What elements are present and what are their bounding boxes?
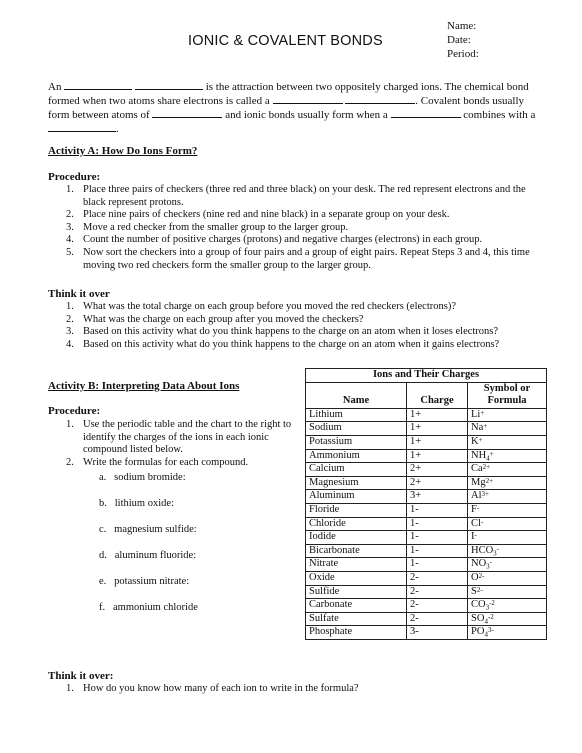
ion-symbol-superscript: -2 [489,599,495,608]
activity-b-title [48,380,239,392]
intro-text-4: and ionic bonds usually form when a [225,109,388,121]
ion-symbol-base: I [471,531,475,543]
ion-symbol-superscript: 2- [478,571,485,580]
list-item [66,222,544,235]
ion-name-cell: Potassium [306,435,407,449]
ion-charge-cell: 2- [407,571,468,585]
compound-letter: d. [99,550,107,561]
step-text: Place three pairs of checkers (three red and three black) on your desk. The red represent electrons and the black represent protons. [83,184,526,208]
ion-symbol-base: S [471,585,477,597]
ion-charge-cell: 1+ [407,408,468,422]
ion-symbol-superscript: + [478,435,483,444]
ion-symbol-superscript: + [489,449,494,458]
compound-a [99,472,186,483]
question-number: 4. [66,338,74,350]
compound-text: potassium nitrate: [114,576,190,587]
list-item [66,457,302,470]
step-number: 2. [66,456,74,468]
ion-charge-cell: 1+ [407,435,468,449]
ion-symbol-cell [468,626,547,640]
blank-field-7[interactable] [48,122,116,132]
ion-symbol-base: SO [471,612,485,624]
table-row [306,585,547,599]
ion-symbol-base: Mg [471,476,486,488]
table-row [306,463,547,477]
ion-charge-cell: 1- [407,517,468,531]
ion-symbol-superscript: - [489,558,493,567]
ion-symbol-cell [468,517,547,531]
step-text: Count the number of positive charges (protons) and negative charges (electrons) in each group. [83,234,483,246]
table-row [306,571,547,585]
step-number: 1. [66,419,74,430]
name-label: Name: [447,20,477,32]
compound-letter: f. [99,602,106,613]
ions-table [305,368,547,640]
ion-name-cell: Ammonium [306,449,407,463]
activity-a-questions [66,301,544,351]
list-item [66,301,544,314]
col-symbol-header-line2: Formula [487,395,527,407]
table-row [306,476,547,490]
ion-charge-cell: 3+ [407,490,468,504]
question-number: 1. [66,301,74,312]
intro-text-5: combines with a [463,109,536,121]
ion-symbol-subscript: 3 [486,562,490,571]
ion-symbol-superscript: - [480,517,484,526]
ion-symbol-base: Ca [471,463,483,475]
period-label: Period: [447,48,479,60]
ion-charge-cell: 2- [407,612,468,626]
intro-paragraph [48,80,540,136]
ion-symbol-superscript: - [474,531,477,540]
ion-name-cell: Nitrate [306,558,407,572]
table-row [306,544,547,558]
ion-symbol-cell [468,612,547,626]
ion-symbol-cell [468,544,547,558]
table-row [306,599,547,613]
blank-field-6[interactable] [391,108,461,118]
activity-a-think-label: Think it over [48,288,110,300]
intro-text-3: . Covalent bonds usually form between atoms of [48,95,525,121]
question-text: Based on this activity what do you think happens to the charge on an atom when it gains electrons? [83,338,500,350]
step-number: 1. [66,184,74,195]
table-row [306,531,547,545]
intro-text-2: is the attraction between two oppositely charged ions. The chemical bond formed when two atoms share electrons is called a [48,81,529,107]
question-text: What was the charge on each group after you moved the checkers? [83,313,364,325]
table-row [306,408,547,422]
compound-f [99,602,198,613]
ion-symbol-superscript: - [496,544,500,553]
question-number: 3. [66,326,74,338]
ion-symbol-cell [468,585,547,599]
activity-a-steps [66,184,544,272]
ion-symbol-cell [468,435,547,449]
table-row [306,449,547,463]
list-item [66,247,544,272]
question-text: How do you know how many of each ion to write in the formula? [83,683,359,694]
date-label: Date: [447,34,471,46]
intro-text-6: . [116,123,119,135]
compound-letter: e. [99,576,107,587]
table-row [306,626,547,640]
blank-field-3[interactable] [273,94,343,104]
ion-name-cell: Aluminum [306,490,407,504]
ion-symbol-superscript: 2- [476,585,483,594]
ion-symbol-superscript: 3+ [481,490,489,499]
ion-symbol-subscript: 4 [484,630,488,639]
blank-field-2[interactable] [135,80,203,90]
blank-field-1[interactable] [64,80,132,90]
ion-charge-cell: 2+ [407,476,468,490]
ion-symbol-superscript: -2 [487,612,494,621]
ion-charge-cell: 3- [407,626,468,640]
ion-symbol-superscript: - [476,503,480,512]
table-row [306,490,547,504]
ion-symbol-superscript: 3- [487,626,494,635]
ion-symbol-superscript: 2+ [482,463,491,472]
ion-name-cell: Sulfate [306,612,407,626]
list-item [66,314,544,327]
ion-symbol-subscript: 4 [486,454,490,463]
ion-symbol-base: CO [471,599,486,611]
ion-symbol-base: PO [471,626,485,638]
col-symbol-header-line1: Symbol or [483,382,531,394]
col-charge-header: Charge [407,382,468,408]
compound-letter: b. [99,498,107,509]
question-number: 2. [66,313,74,325]
ion-charge-cell: 1- [407,558,468,572]
col-symbol-header [468,382,547,408]
ion-name-cell: Carbonate [306,599,407,613]
ion-name-cell: Floride [306,503,407,517]
compound-text: ammonium chloride [113,602,198,613]
ion-symbol-subscript: 3 [485,603,490,612]
ion-charge-cell: 1- [407,544,468,558]
intro-text-1: An [48,81,62,93]
ion-symbol-base: K [471,435,479,447]
table-row [306,435,547,449]
compound-b [99,498,174,509]
ion-symbol-cell [468,463,547,477]
ion-symbol-base: HCO [471,544,494,556]
ion-name-cell: Oxide [306,571,407,585]
ion-symbol-base: Na [471,422,484,434]
compound-text: sodium bromide: [114,472,186,483]
ion-symbol-base: Li [471,408,481,420]
activity-b-procedure-label: Procedure: [48,405,101,417]
question-text: Based on this activity what do you think happens to the charge on an atom when it loses electrons? [83,326,499,338]
table-row [306,503,547,517]
step-text: Place nine pairs of checkers (nine red and nine black) in a separate group on your desk. [83,209,450,221]
ion-symbol-superscript: + [480,408,485,417]
activity-a-title: Activity A: How Do Ions Form? [48,145,198,157]
activity-a-procedure-label: Procedure: [48,171,101,183]
step-number: 3. [66,221,74,233]
list-item [66,184,544,209]
ion-symbol-subscript: 4 [484,617,488,626]
ion-symbol-cell [468,503,547,517]
ion-symbol-base: NO [471,558,487,570]
blank-field-5[interactable] [152,108,222,118]
compound-text: aluminum fluoride: [114,550,197,561]
ion-symbol-cell [468,531,547,545]
compound-e [99,576,189,587]
ion-symbol-cell [468,558,547,572]
ion-symbol-base: O [471,571,479,583]
ion-name-cell: Sulfide [306,585,407,599]
ion-symbol-superscript: 2+ [485,476,494,485]
ion-symbol-base: NH [471,449,487,461]
ion-symbol-superscript: + [483,422,488,431]
list-item [66,209,544,222]
ion-charge-cell: 1+ [407,422,468,436]
list-item [66,234,544,247]
activity-b-steps [66,419,302,469]
ion-symbol-base: Al [471,490,482,502]
ions-table-body [306,408,547,639]
activity-b-title-text: Activity B: Interpreting Data About Ions [48,380,240,392]
ion-name-cell: Chloride [306,517,407,531]
page-title: IONIC & COVALENT BONDS [188,33,383,49]
ion-symbol-cell [468,476,547,490]
table-row [306,558,547,572]
ion-name-cell: Bicarbonate [306,544,407,558]
ion-symbol-cell [468,422,547,436]
compound-text: magnesium sulfide: [114,524,197,535]
ion-symbol-cell [468,571,547,585]
step-text: Now sort the checkers into a group of four pairs and a group of eight pairs. Repeat Steps 3 and 4, this time moving two red checkers form the smaller group to the larger group. [83,246,530,271]
step-text: Move a red checker from the smaller group to the larger group. [83,221,349,233]
ion-charge-cell: 2+ [407,463,468,477]
list-item [66,683,544,696]
compound-letter: a. [99,472,107,483]
compound-text: lithium oxide: [114,498,174,509]
activity-b-think-label: Think it over: [48,670,114,682]
ion-charge-cell: 1+ [407,449,468,463]
ion-symbol-subscript: 3 [493,549,497,558]
ion-symbol-base: Cl [471,517,481,529]
step-number: 5. [66,246,74,258]
list-item [66,326,544,339]
question-number: 1. [66,683,74,694]
step-number: 2. [66,209,74,221]
ion-charge-cell: 2- [407,599,468,613]
ion-charge-cell: 2- [407,585,468,599]
col-name-header: Name [306,382,407,408]
ion-symbol-base: F [471,503,477,515]
step-text: Write the formulas for each compound. [83,456,249,468]
activity-b-questions [66,683,544,696]
ion-symbol-cell [468,408,547,422]
blank-field-4[interactable] [345,94,415,104]
step-text: Use the periodic table and the chart to the right to identify the charges of the ions in each ionic compound listed below. [83,419,292,456]
ion-name-cell: Sodium [306,422,407,436]
ion-name-cell: Lithium [306,408,407,422]
ion-name-cell: Iodide [306,531,407,545]
ion-name-cell: Calcium [306,463,407,477]
list-item [66,419,302,457]
table-row [306,517,547,531]
compound-letter: c. [99,524,107,535]
ion-symbol-cell [468,490,547,504]
question-text: What was the total charge on each group before you moved the red checkers (electrons)? [83,301,456,312]
table-row [306,422,547,436]
ion-name-cell: Phosphate [306,626,407,640]
table-row [306,612,547,626]
ion-symbol-cell [468,599,547,613]
ion-charge-cell: 1- [407,503,468,517]
compound-c [99,524,197,535]
step-number: 4. [66,234,74,246]
compound-d [99,550,196,561]
ion-name-cell: Magnesium [306,476,407,490]
ions-table-title: Ions and Their Charges [306,369,547,383]
ion-charge-cell: 1- [407,531,468,545]
list-item [66,339,544,352]
ion-symbol-cell [468,449,547,463]
